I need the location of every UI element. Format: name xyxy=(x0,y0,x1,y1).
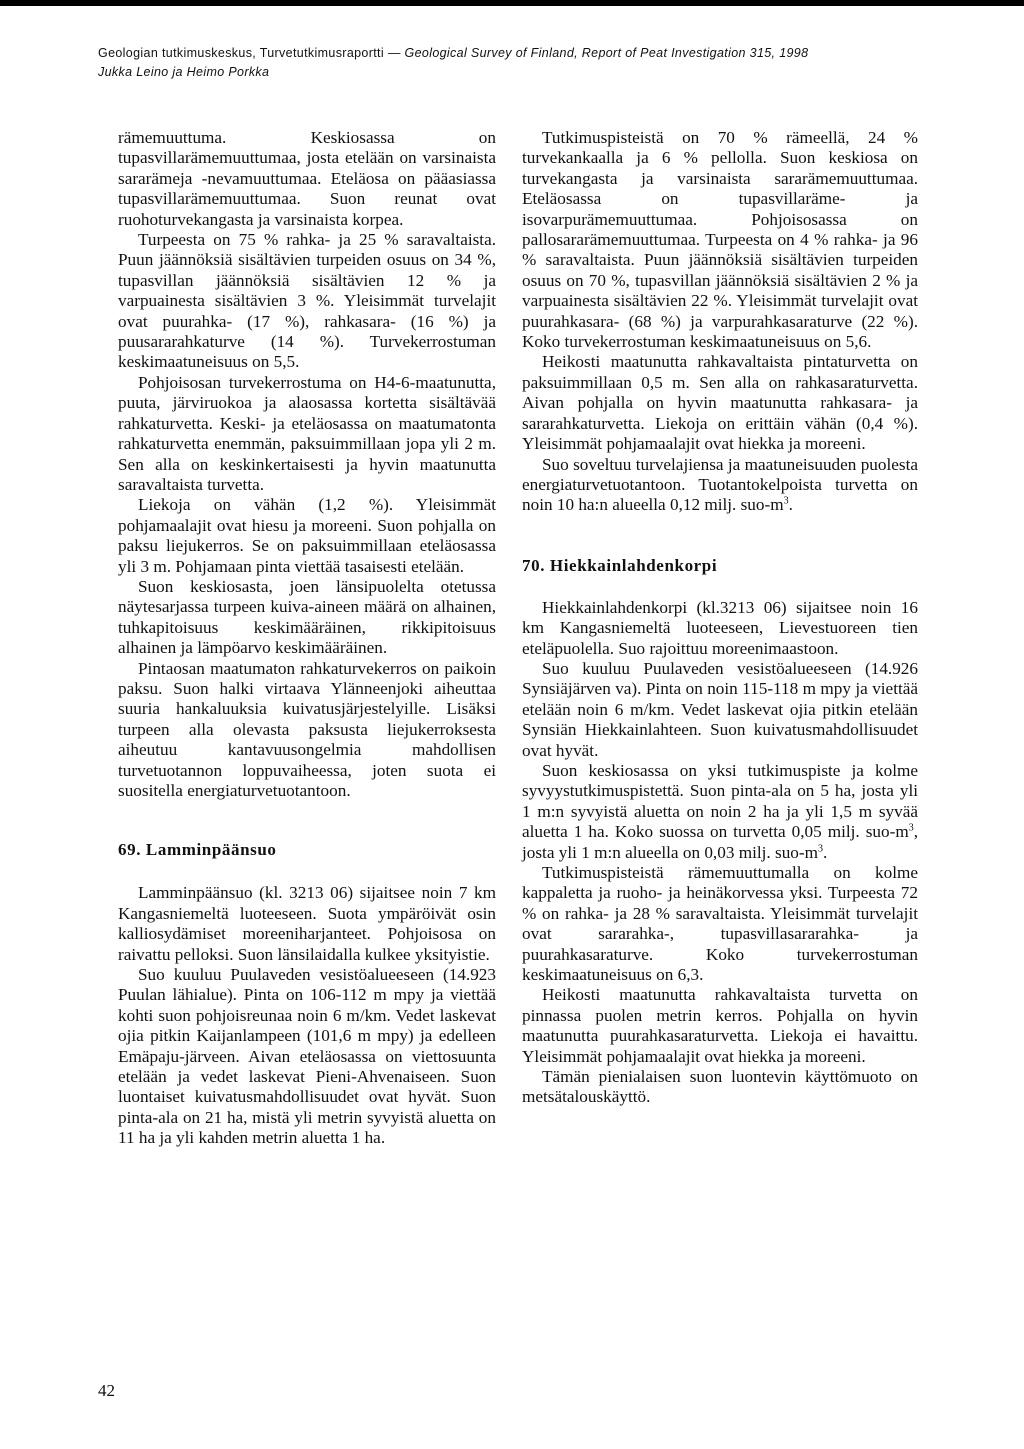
paragraph-text: Suo soveltuu turvelajiensa ja maatuneisuuden puolesta energiaturvetuotantoon. Tuotantokelpoista turvetta on noin 10 ha:n alueella 0,12 milj. suo-m xyxy=(522,454,918,515)
paragraph: rämemuuttuma. Keskiosassa on tupasvillarämemuuttumaa, josta etelään on varsinaista sararämeja -nevamuuttumaa. Eteläosa on pääasiassa tupasvillarämemuuttumaa. Suon reunat ovat ruohoturvekangasta ja varsinaista korpea. xyxy=(118,128,496,229)
page-number: 42 xyxy=(98,1381,115,1400)
running-header xyxy=(98,44,958,82)
paragraph: Heikosti maatunutta rahkavaltaista turvetta on pinnassa puolen metrin kerros. Pohjalla on hyvin maatunutta puurahkasaraturvetta. Liekoja ei havaittu. Yleisimmät pohjamaalajit ovat hiekka ja moreeni. xyxy=(522,985,918,1066)
paragraph xyxy=(522,455,918,516)
paragraph: Heikosti maatunutta rahkavaltaista pintaturvetta on paksuimmillaan 0,5 m. Sen alla on rahkasaraturvetta. Aivan pohjalla on hyvin maatunutta rahkasara- ja sararahkaturvetta. Liekoja on erittäin vähän (0,4 %). Yleisimmät pohjamaalajit ovat hiekka ja moreeni. xyxy=(522,352,918,454)
paragraph: Tutkimuspisteistä rämemuuttumalla on kolme kappaletta ja ruoho- ja heinäkorvessa yksi. Turpeesta 72 % on rahka- ja 28 % saravaltaista. Yleisimmät turvelajit ovat sararahka-, tupasvillasararahka- ja puurahkasaraturve. Koko turvekerrostuman keskimaatuneisuus on 6,3. xyxy=(522,863,918,985)
paragraph-text: , josta yli 1 m:n alueella on 0,03 milj. suo-m xyxy=(522,822,918,862)
paragraph xyxy=(522,761,918,863)
left-column xyxy=(118,128,496,1149)
paragraph: Turpeesta on 75 % rahka- ja 25 % saravaltaista. Puun jäännöksiä sisältävien turpeiden osuus on 34 %, tupasvillan jäännöksiä sisältävien 12 % ja varpuainesta sisältävien 3 %. Yleisimmät turvelajit ovat puurahka- (17 %), rahkasara- (16 %) ja puusararahkaturve (14 %). Turvekerrostuman keskimaatuneisuus on 5,5. xyxy=(118,230,496,372)
paragraph-text: Suon keskiosassa on yksi tutkimuspiste ja kolme syvyystutkimuspistettä. Suon pinta-ala on 5 ha, josta yli 1 m:n syvyistä aluetta on noin 2 ha ja yli 1,5 m syvää aluetta 1 ha. Koko suossa on turvetta 0,05 milj. suo-m xyxy=(522,760,918,842)
paragraph: Tutkimuspisteistä on 70 % rämeellä, 24 % turvekankaalla ja 6 % pellolla. Suon keskiosa on turvekangasta ja varsinaista sararämemuuttumaa. Eteläosassa on tupasvillaräme- ja isovarpurämemuuttumaa. Pohjoisosassa on pallosararämemuuttumaa. Turpeesta on 4 % rahka- ja 96 % saravaltaista. Puun jäännöksiä sisältävien turpeiden osuus on 70 %, tupasvillan jäännöksiä sisältävien 2 % ja varpuainesta sisältävien 22 %. Yleisimmät turvelajit ovat puurahkasara- (68 %) ja varpurahkasaraturve (22 %). Koko turvekerrostuman keskimaatuneisuus on 5,6. xyxy=(522,128,918,352)
header-series-english: Geological Survey of Finland, Report of Peat Investigation 315, 1998 xyxy=(404,46,809,60)
header-series-line xyxy=(98,44,958,63)
paragraph-text: . xyxy=(788,495,793,515)
paragraph: Suo kuuluu Puulaveden vesistöalueeseen (14.923 Puulan lähialue). Pinta on 106-112 m mpy ja viettää kohti suon pohjoisreunaa noin 6 m/km. Vedet laskevat ojia pitkin Kaijanlampeen (101,6 m mpy) ja edelleen Emäpaju-järveen. Aivan eteläosassa on viettosuunta etelään ja vedet laskevat Pieni-Ahvenaiseen. Suon luontaiset kuivatusmahdollisuudet ovat hyvät. Suon pinta-ala on 21 ha, mistä yli metrin syvyistä aluetta on 11 ha ja yli kahden metrin aluetta 1 ha. xyxy=(118,965,496,1148)
header-series-finnish: Geologian tutkimuskeskus, Turvetutkimusraportti — xyxy=(98,46,405,60)
paragraph: Pohjoisosan turvekerrostuma on H4-6-maatunutta, puuta, järviruokoa ja alaosassa kortetta sisältävää rahkaturvetta. Keski- ja eteläosassa on maatumatonta rahkaturvetta enemmän, paksuimmillaan jopa yli 2 m. Sen alla on keskinkertaisesti ja hyvin maatunutta saravaltaista turvetta. xyxy=(118,372,496,494)
paragraph: Hiekkainlahdenkorpi (kl.3213 06) sijaitsee noin 16 km Kangasniemeltä luoteeseen, Lievestuoreen tien eteläpuolella. Suo rajoittuu moreenimaastoon. xyxy=(522,597,918,658)
paragraph: Lamminpäänsuo (kl. 3213 06) sijaitsee noin 7 km Kangasniemeltä luoteeseen. Suota ympäröivät osin kalliosydämiset moreeniharjanteet. Pohjoisosa on raivattu pelloksi. Suon länsilaidalla kulkee yksityistie. xyxy=(118,883,496,964)
superscript: 3 xyxy=(908,822,914,834)
paragraph: Suo kuuluu Puulaveden vesistöalueeseen (14.926 Synsiäjärven va). Pinta on noin 115-118 m mpy ja viettää etelään noin 6 m/km. Vedet laskevat ojia pitkin etelään Synsiän Hiekkainlahteen. Suon kuivatusmahdollisuudet ovat hyvät. xyxy=(522,658,918,760)
paragraph: Tämän pienialaisen suon luontevin käyttömuoto on metsätalouskäyttö. xyxy=(522,1067,918,1107)
section-heading-69: 69. Lamminpäänsuo xyxy=(118,840,277,860)
right-column xyxy=(522,128,918,1108)
superscript: 3 xyxy=(817,842,823,854)
paragraph: Liekoja on vähän (1,2 %). Yleisimmät pohjamaalajit ovat hiesu ja moreeni. Suon pohjalla on paksu liejukerros. Se on paksuimmillaan eteläosassa yli 3 m. Pohjamaan pinta viettää tasaisesti etelään. xyxy=(118,495,496,576)
paragraph-text: . xyxy=(822,842,828,862)
header-authors: Jukka Leino ja Heimo Porkka xyxy=(98,65,270,79)
top-border-rule xyxy=(0,0,1024,6)
section-heading-70: 70. Hiekkainlahdenkorpi xyxy=(522,555,718,575)
superscript: 3 xyxy=(783,495,789,507)
paragraph: Pintaosan maatumaton rahkaturvekerros on paikoin paksu. Suon halki virtaava Ylänneenjoki aiheuttaa suuria hankaluuksia kuivatusjärjestelyille. Lisäksi turpeen alla olevasta paksusta liejukerroksesta aiheutuu kantavuusongelmia mahdollisen turvetuotannon loppuvaiheessa, joten suota ei suositella energiaturvetuotantoon. xyxy=(118,658,496,800)
paragraph: Suon keskiosasta, joen länsipuolelta otetussa näytesarjassa turpeen kuiva-aineen määrä on alhainen, tuhkapitoisuus keskimääräinen, rikkipitoisuus alhainen ja lämpöarvo keskimääräinen. xyxy=(118,576,496,658)
